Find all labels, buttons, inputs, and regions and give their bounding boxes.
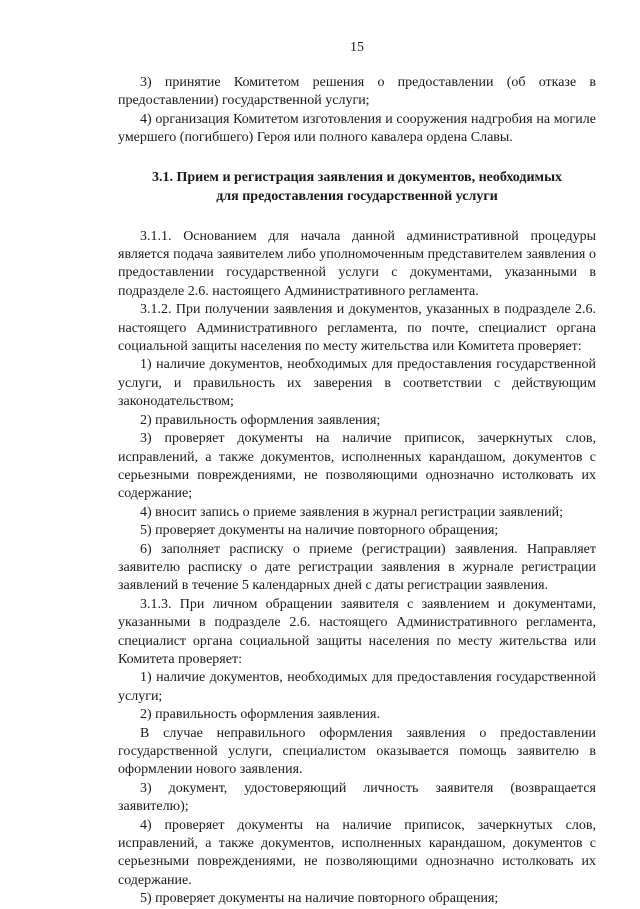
list-item-4-b: 4) проверяет документы на наличие приписок, зачеркнутых слов, исправлений, а также документов, исполненных карандашом, документов с серьезными повреждениями, не позволяющими однозначно истолковать их содержание. xyxy=(118,817,596,888)
paragraph-top-4: 4) организация Комитетом изготовления и сооружения надгробия на могиле умершего (погибшего) Героя или полного кавалера ордена Славы. xyxy=(118,111,596,146)
list-item-2-b: 2) правильность оформления заявления. xyxy=(140,707,380,723)
paragraph-top-3: 3) принятие Комитетом решения о предоставлении (об отказе в предоставлении) государственной услуги; xyxy=(118,75,596,109)
list-item-5: 5) проверяет документы на наличие повторного обращения; xyxy=(140,523,499,539)
list-item-2: 2) правильность оформления заявления; xyxy=(140,412,381,428)
list-item-3-b: 3) документ, удостоверяющий личность заявителя (возвращается заявителю); xyxy=(118,780,596,815)
list-item-3: 3) проверяет документы на наличие приписок, зачеркнутых слов, исправлений, а также документов, исполненных карандашом, документов с серьезными повреждениями, не позволяющими однозначно истолковать их содержание; xyxy=(118,431,596,502)
paragraph-3-1-3: 3.1.3. При личном обращении заявителя с заявлением и документами, указанными в подразделе 2.6. настоящего Административного регламента, специалист органа социальной защиты населения по месту жительства или Комитета проверяет: xyxy=(118,596,596,667)
paragraph-note: В случае неправильного оформления заявления о предоставлении государственной услуги, специалистом оказывается помощь заявителю в оформлении нового заявления. xyxy=(118,725,596,778)
page-number: 15 xyxy=(350,40,364,55)
section-heading-line-1: 3.1. Прием и регистрация заявления и документов, необходимых xyxy=(151,169,563,185)
list-item-5-b: 5) проверяет документы на наличие повторного обращения; xyxy=(140,891,499,907)
list-item-1: 1) наличие документов, необходимых для предоставления государственной услуги, и правильность их заверения в соответствии с действующим законодательством; xyxy=(118,357,596,410)
paragraph-3-1-1: 3.1.1. Основанием для начала данной административной процедуры является подача заявителем либо уполномоченным представителем заявления о предоставлении государственной услуги с документами, указанными в подразделе 2.6. настоящего Административного регламента. xyxy=(118,228,596,299)
list-item-1-b: 1) наличие документов, необходимых для предоставления государственной услуги; xyxy=(118,670,596,704)
paragraph-3-1-2: 3.1.2. При получении заявления и документов, указанных в подразделе 2.6. настоящего Административного регламента, по почте, специалист органа социальной защиты населения по месту жительства или Комитета проверяет: xyxy=(118,302,596,355)
section-heading xyxy=(118,168,596,206)
list-item-6: 6) заполняет расписку о приеме (регистрации) заявления. Направляет заявителю расписку о дате регистрации заявления в журнале регистрации заявлений в течение 5 календарных дней с даты регистрации заявления. xyxy=(118,541,596,594)
list-item-4: 4) вносит запись о приеме заявления в журнал регистрации заявлений; xyxy=(140,504,564,520)
section-heading-line-2: для предоставления государственной услуги xyxy=(216,188,498,204)
